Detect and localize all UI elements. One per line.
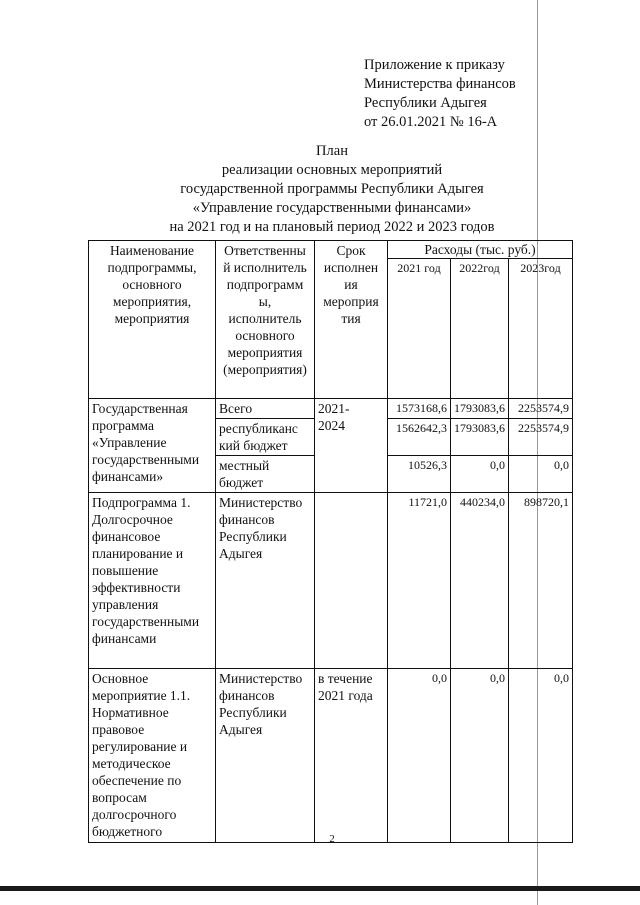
program-term: 2021- 2024 xyxy=(315,399,388,493)
event-1-1-name: Основное мероприятие 1.1. Нормативное правовое регулирование и методическое обеспечение по вопросам долгосрочного бюджетного xyxy=(89,669,216,843)
title-line: «Управление государственными финансами» xyxy=(192,200,472,216)
program-name: Государственная программа «Управление государственными финансами» xyxy=(89,399,216,493)
title-line: План xyxy=(316,143,348,159)
header-term: Срок исполнен ия мероприя тия xyxy=(315,241,388,399)
scan-bottom-border xyxy=(0,886,640,891)
header-name: Наименование подпрограммы, основного мероприятия, мероприятия xyxy=(89,241,216,399)
plan-table xyxy=(88,240,573,843)
local-2021: 10526,3 xyxy=(388,456,451,493)
subprogram-1-name: Подпрограмма 1. Долгосрочное финансовое планирование и повышение эффективности управления государственными финансами xyxy=(89,493,216,669)
header-year-2023: 2023год xyxy=(509,259,573,399)
subprogram-1-2023: 898720,1 xyxy=(509,493,573,669)
appendix-block xyxy=(364,56,516,132)
title-line: реализации основных мероприятий xyxy=(221,162,443,178)
event-1-1-responsible: Министерство финансов Республики Адыгея xyxy=(216,669,315,843)
total-label: Всего xyxy=(216,399,315,419)
page-number: 2 xyxy=(329,833,335,845)
event-1-1-term: в течение 2021 года xyxy=(315,669,388,843)
header-expenses: Расходы (тыс. руб.) xyxy=(388,241,573,259)
header-responsible: Ответственны й исполнитель подпрограмм ы, исполнитель основного мероприятия (мероприятия) xyxy=(216,241,315,399)
republic-2021: 1562642,3 xyxy=(388,419,451,456)
event-1-1-2021: 0,0 xyxy=(388,669,451,843)
subprogram-1-term xyxy=(315,493,388,669)
appendix-line: Республики Адыгея xyxy=(364,95,487,111)
title-line: на 2021 год и на плановый период 2022 и 2023 годов xyxy=(169,219,495,235)
appendix-line: Приложение к приказу xyxy=(364,57,505,73)
local-2023: 0,0 xyxy=(509,456,573,493)
header-year-2022: 2022год xyxy=(451,259,509,399)
event-1-1-2022: 0,0 xyxy=(451,669,509,843)
subprogram-1-2021: 11721,0 xyxy=(388,493,451,669)
subprogram-1-responsible: Министерство финансов Республики Адыгея xyxy=(216,493,315,669)
republic-2022: 1793083,6 xyxy=(451,419,509,456)
appendix-line: от 26.01.2021 № 16-А xyxy=(364,114,498,130)
local-2022: 0,0 xyxy=(451,456,509,493)
appendix-line: Министерства финансов xyxy=(364,76,516,92)
republic-2023: 2253574,9 xyxy=(509,419,573,456)
local-budget-label: местный бюджет xyxy=(216,456,315,493)
subprogram-1-2022: 440234,0 xyxy=(451,493,509,669)
title-line: государственной программы Республики Адыгея xyxy=(180,181,484,197)
total-2021: 1573168,6 xyxy=(388,399,451,419)
total-2022: 1793083,6 xyxy=(451,399,509,419)
republic-budget-label: республиканс кий бюджет xyxy=(216,419,315,456)
total-2023: 2253574,9 xyxy=(509,399,573,419)
header-year-2021: 2021 год xyxy=(388,259,451,399)
plan-title xyxy=(0,142,640,237)
event-1-1-2023: 0,0 xyxy=(509,669,573,843)
